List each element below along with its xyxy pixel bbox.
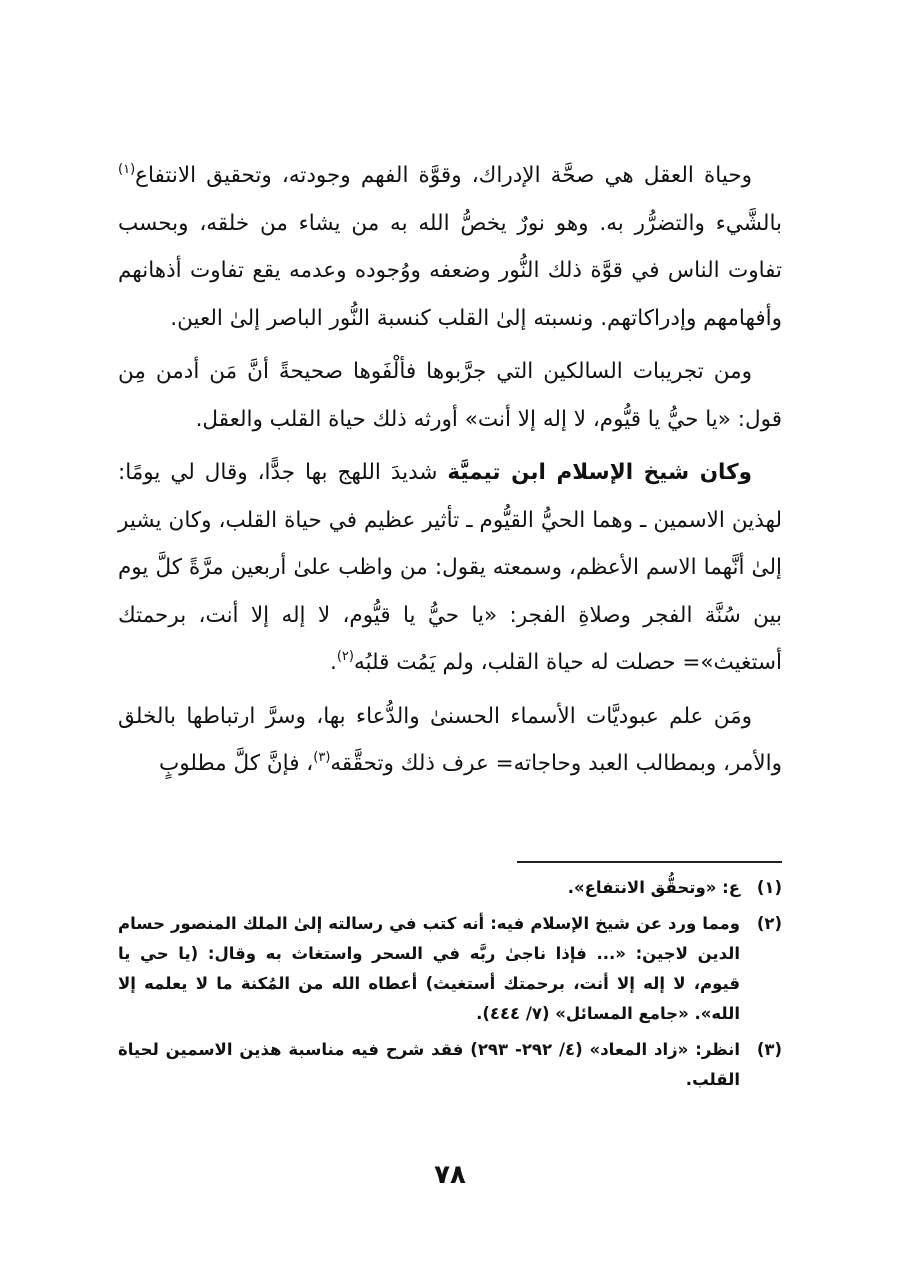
paragraph-1-text-a: وحياة العقل هي صحَّة الإدراك، وقوَّة الفهم وجودته، وتحقيق الانتفاع	[135, 163, 752, 188]
footnote-3	[118, 1035, 782, 1095]
footnote-text: ع: «وتحقُّق الانتفاع».	[567, 878, 740, 897]
paragraph-3-text: شديدَ اللهج بها جدًّا، وقال لي يومًا: لهذين الاسمين ـ وهما الحيُّ القيُّوم ـ تأثير عظيم في حياة القلب، وكان يشير إلىٰ أنَّهما الاسم الأعظم، وسمعته يقول: من واظب علىٰ أربعين مرَّةً كلَّ يوم بين سُنَّة الفجر وصلاةِ الفجر: «يا حيُّ يا قيُّوم، لا إله إلا أنت، برحمتك أستغيث»= حصلت له حياة القلب، ولم يَمُت قلبُه	[118, 460, 782, 675]
footnote-number: (٣)	[756, 1040, 782, 1059]
footnote-ref-3: (٣)	[313, 750, 331, 765]
paragraph-4	[118, 693, 782, 788]
paragraph-2	[118, 348, 782, 443]
footnotes	[118, 873, 782, 1101]
paragraph-3-end: .	[329, 650, 337, 675]
paragraph-1	[118, 152, 782, 342]
footnote-number: (١)	[756, 878, 782, 897]
footnote-2	[118, 909, 782, 1029]
paragraph-3	[118, 449, 782, 687]
footnote-text: انظر: «زاد المعاد» (٤/ ٢٩٢- ٢٩٣) فقد شرح فيه مناسبة هذين الاسمين لحياة القلب.	[118, 1040, 741, 1089]
footnote-1	[118, 873, 782, 903]
footnote-ref-2: (٢)	[336, 649, 354, 664]
paragraph-4-text-a: ومَن علم عبوديَّات الأسماء الحسنىٰ والدُّعاء بها، وسرَّ ارتباطها بالخلق والأمر، وبمطالب العبد وحاجاته= عرف ذلك وتحقَّقه	[118, 703, 782, 776]
paragraph-2-text: ومن تجريبات السالكين التي جرَّبوها فألْفَوها صحيحةً أنَّ مَن أدمن مِن قول: «يا حيُّ يا قيُّوم، لا إله إلا أنت» أورثه ذلك حياة القلب والعقل.	[118, 359, 782, 432]
paragraph-1-text-b: بالشَّيء والتضرُّر به. وهو نورٌ يخصُّ الله به من يشاء من خلقه، وبحسب تفاوت الناس في قوَّة ذلك النُّور وضعفه ووُجوده وعدمه يقع تفاوت أذهانهم وأفهامهم وإدراكاتهم. ونسبته إلىٰ القلب كنسبة النُّور الباصر إلىٰ العين.	[118, 210, 782, 331]
paragraph-3-lead: وكان شيخ الإسلام ابن تيميَّة	[447, 460, 752, 485]
paragraph-4-text-b: ، فإنَّ كلَّ مطلوبٍ	[159, 751, 314, 776]
main-text	[118, 152, 782, 794]
page-number: ٧٨	[434, 1160, 466, 1190]
footnote-number: (٢)	[756, 914, 782, 933]
footnote-ref-1: (١)	[118, 162, 136, 177]
footnote-separator	[517, 861, 782, 863]
footnote-text: ومما ورد عن شيخ الإسلام فيه: أنه كتب في رسالته إلىٰ الملك المنصور حسام الدين لاجين: «... فإذا ناجىٰ ربَّه في السحر واستغاث به وقال: (يا حي يا قيوم، لا إله إلا أنت، برحمتك أستغيث) أعطاه الله من المُكنة ما لا يعلمه إلا الله». «جامع المسائل» (٧/ ٤٤٤).	[118, 914, 740, 1023]
